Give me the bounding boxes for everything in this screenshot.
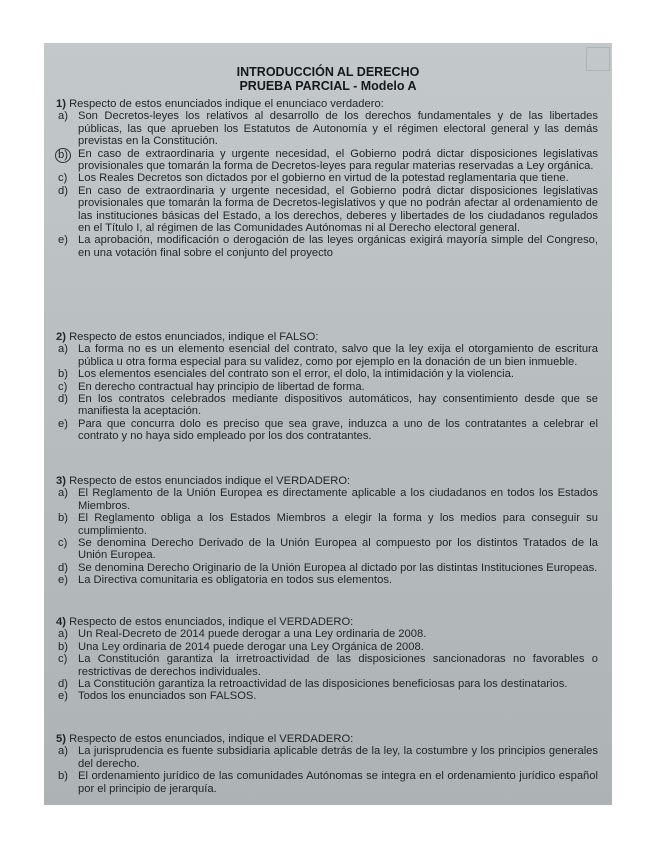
question-4 <box>56 616 598 703</box>
option-1c <box>56 172 598 184</box>
option-1a <box>56 110 598 147</box>
option-2b <box>56 368 598 380</box>
option-3d <box>56 562 598 574</box>
option-text: La jurisprudencia es fuente subsidiaria aplicable detrás de la ley, la costumbre y los principios generales del derecho. <box>78 745 598 770</box>
option-5a <box>56 745 598 770</box>
question-number: 4) <box>56 616 66 628</box>
option-4d <box>56 678 598 690</box>
exam-subtitle: PRUEBA PARCIAL - Modelo A <box>239 79 417 93</box>
question-number: 3) <box>56 475 66 487</box>
option-4e <box>56 690 598 702</box>
option-letter: d) <box>58 393 68 406</box>
option-text: La Directiva comunitaria es obligatoria en todos sus elementos. <box>78 574 393 587</box>
option-letter: c) <box>58 653 68 666</box>
question-2 <box>56 331 598 443</box>
option-letter: e) <box>58 417 68 430</box>
option-5b <box>56 770 598 795</box>
option-letter: a) <box>58 110 68 123</box>
question-stem: Respecto de estos enunciados, indique el VERDADERO: <box>69 616 354 628</box>
option-text: El Reglamento de la Unión Europea es directamente aplicable a los ciudadanos en todos los Estados Miembros. <box>78 487 598 512</box>
option-3b <box>56 512 598 537</box>
option-text: En derecho contractual hay principio de libertad de forma. <box>78 380 365 393</box>
exam-sheet <box>44 43 612 805</box>
option-text: Los Reales Decretos son dictados por el gobierno en virtud de la potestad reglamentaria que tiene. <box>78 172 569 185</box>
option-letter: d) <box>58 561 68 574</box>
option-letter: b) <box>58 512 68 525</box>
option-3c <box>56 537 598 562</box>
question-1 <box>56 98 598 259</box>
option-text: La Constitución garantiza la retroactividad de las disposiciones beneficiosas para los destinatarios. <box>78 678 568 691</box>
option-4b <box>56 641 598 653</box>
option-text: En caso de extraordinaria y urgente necesidad, el Gobierno podrá dictar disposiciones legislativas provisionales que tomarán la forma de Decretos-legislativos y que no podrán afectar al ordenamiento de las instituciones básicas del Estado, a los derechos, deberes y libertades de los ciudadanos regulados en el Título I, al régimen de las Comunidades Autónomas ni al Derecho electoral general. <box>78 184 598 235</box>
option-text: El Reglamento obliga a los Estados Miembros a elegir la forma y los medios para conseguir su cumplimiento. <box>78 512 598 537</box>
option-letter: b) <box>58 640 68 653</box>
option-letter: c) <box>58 172 68 185</box>
option-text: El ordenamiento jurídico de las comunidades Autónomas se integra en el ordenamiento jurídico español por el principio de jerarquía. <box>78 770 598 795</box>
option-text: Se denomina Derecho Originario de la Unión Europea al dictado por las distintas Instituciones Europeas. <box>78 561 598 574</box>
option-letter: a) <box>58 343 68 356</box>
question-3 <box>56 475 598 587</box>
option-1d <box>56 185 598 235</box>
question-stem: Respecto de estos enunciados indique el enunciaco verdadero: <box>69 98 384 110</box>
question-number: 1) <box>56 98 66 110</box>
option-letter: a) <box>58 628 68 641</box>
question-number: 2) <box>56 331 66 343</box>
option-text: Los elementos esenciales del contrato son el error, el dolo, la intimidación y la violencia. <box>78 368 514 381</box>
option-2e <box>56 418 598 443</box>
option-text: La aprobación, modificación o derogación de las leyes orgánicas exigirá mayoría simple del Congreso, en una votación final sobre el conjunto del proyecto <box>78 234 598 259</box>
question-stem: Respecto de estos enunciados, indique el FALSO: <box>69 331 319 343</box>
option-3e <box>56 574 598 586</box>
option-4a <box>56 628 598 640</box>
question-5 <box>56 733 598 795</box>
option-3a <box>56 487 598 512</box>
option-letter: e) <box>58 574 68 587</box>
option-letter: b) <box>58 770 68 783</box>
option-2d <box>56 393 598 418</box>
option-text: En los contratos celebrados mediante dispositivos automáticos, hay consentimiento desde que se manifiesta la aceptación. <box>78 393 598 418</box>
option-letter: a) <box>58 745 68 758</box>
option-letter: e) <box>58 690 68 703</box>
exam-title: INTRODUCCIÓN AL DERECHO <box>236 65 420 79</box>
option-text: Todos los enunciados son FALSOS. <box>78 690 257 703</box>
option-letter: c) <box>58 380 68 393</box>
option-letter: a) <box>58 487 68 500</box>
option-4c <box>56 653 598 678</box>
option-text: Para que concurra dolo es preciso que sea grave, induzca a uno de los contratantes a celebrar el contrato y no haya sido empleado por los dos contratantes. <box>78 417 598 443</box>
option-2a <box>56 343 598 368</box>
option-letter: d) <box>58 678 68 691</box>
option-text: En caso de extraordinaria y urgente necesidad, el Gobierno podrá dictar disposiciones legislativas provisionales que tomarán la forma de Decretos-leyes para regular materias reservadas a Ley orgánica. <box>78 147 598 173</box>
option-text: Se denomina Derecho Derivado de la Unión Europea al compuesto por los distintos Tratados de la Unión Europea. <box>78 537 598 562</box>
option-letter: e) <box>58 234 68 247</box>
option-1e <box>56 234 598 259</box>
option-letter: c) <box>58 537 68 550</box>
option-text: La Constitución garantiza la irretroactividad de las disposiciones sancionadoras no favorables o restrictivas de derechos individuales. <box>78 653 598 678</box>
option-1b <box>56 148 598 173</box>
question-number: 5) <box>56 733 66 745</box>
option-text: Una Ley ordinaria de 2014 puede derogar una Ley Orgánica de 2008. <box>78 640 424 653</box>
option-text: Un Real-Decreto de 2014 puede derogar a una Ley ordinaria de 2008. <box>78 628 427 641</box>
option-text: Son Decretos-leyes los relativos al desarrollo de los derechos fundamentales y de las libertades públicas, las que aprueben los Estatutos de Autonomía y el régimen electoral general y las demás previstas en la Constitución. <box>78 110 598 148</box>
question-stem: Respecto de estos enunciados indique el VERDADERO: <box>69 475 351 487</box>
option-letter: d) <box>58 184 68 197</box>
handwritten-circle-mark: b) <box>55 148 71 163</box>
question-stem: Respecto de estos enunciados, indique el VERDADERO: <box>69 733 354 745</box>
option-text: La forma no es un elemento esencial del contrato, salvo que la ley exija el otorgamiento de escritura pública u otra forma especial para su validez, como por ejemplo en la donación de un bien inmueble. <box>78 343 598 368</box>
option-2c <box>56 381 598 393</box>
option-letter: b) <box>58 368 68 381</box>
